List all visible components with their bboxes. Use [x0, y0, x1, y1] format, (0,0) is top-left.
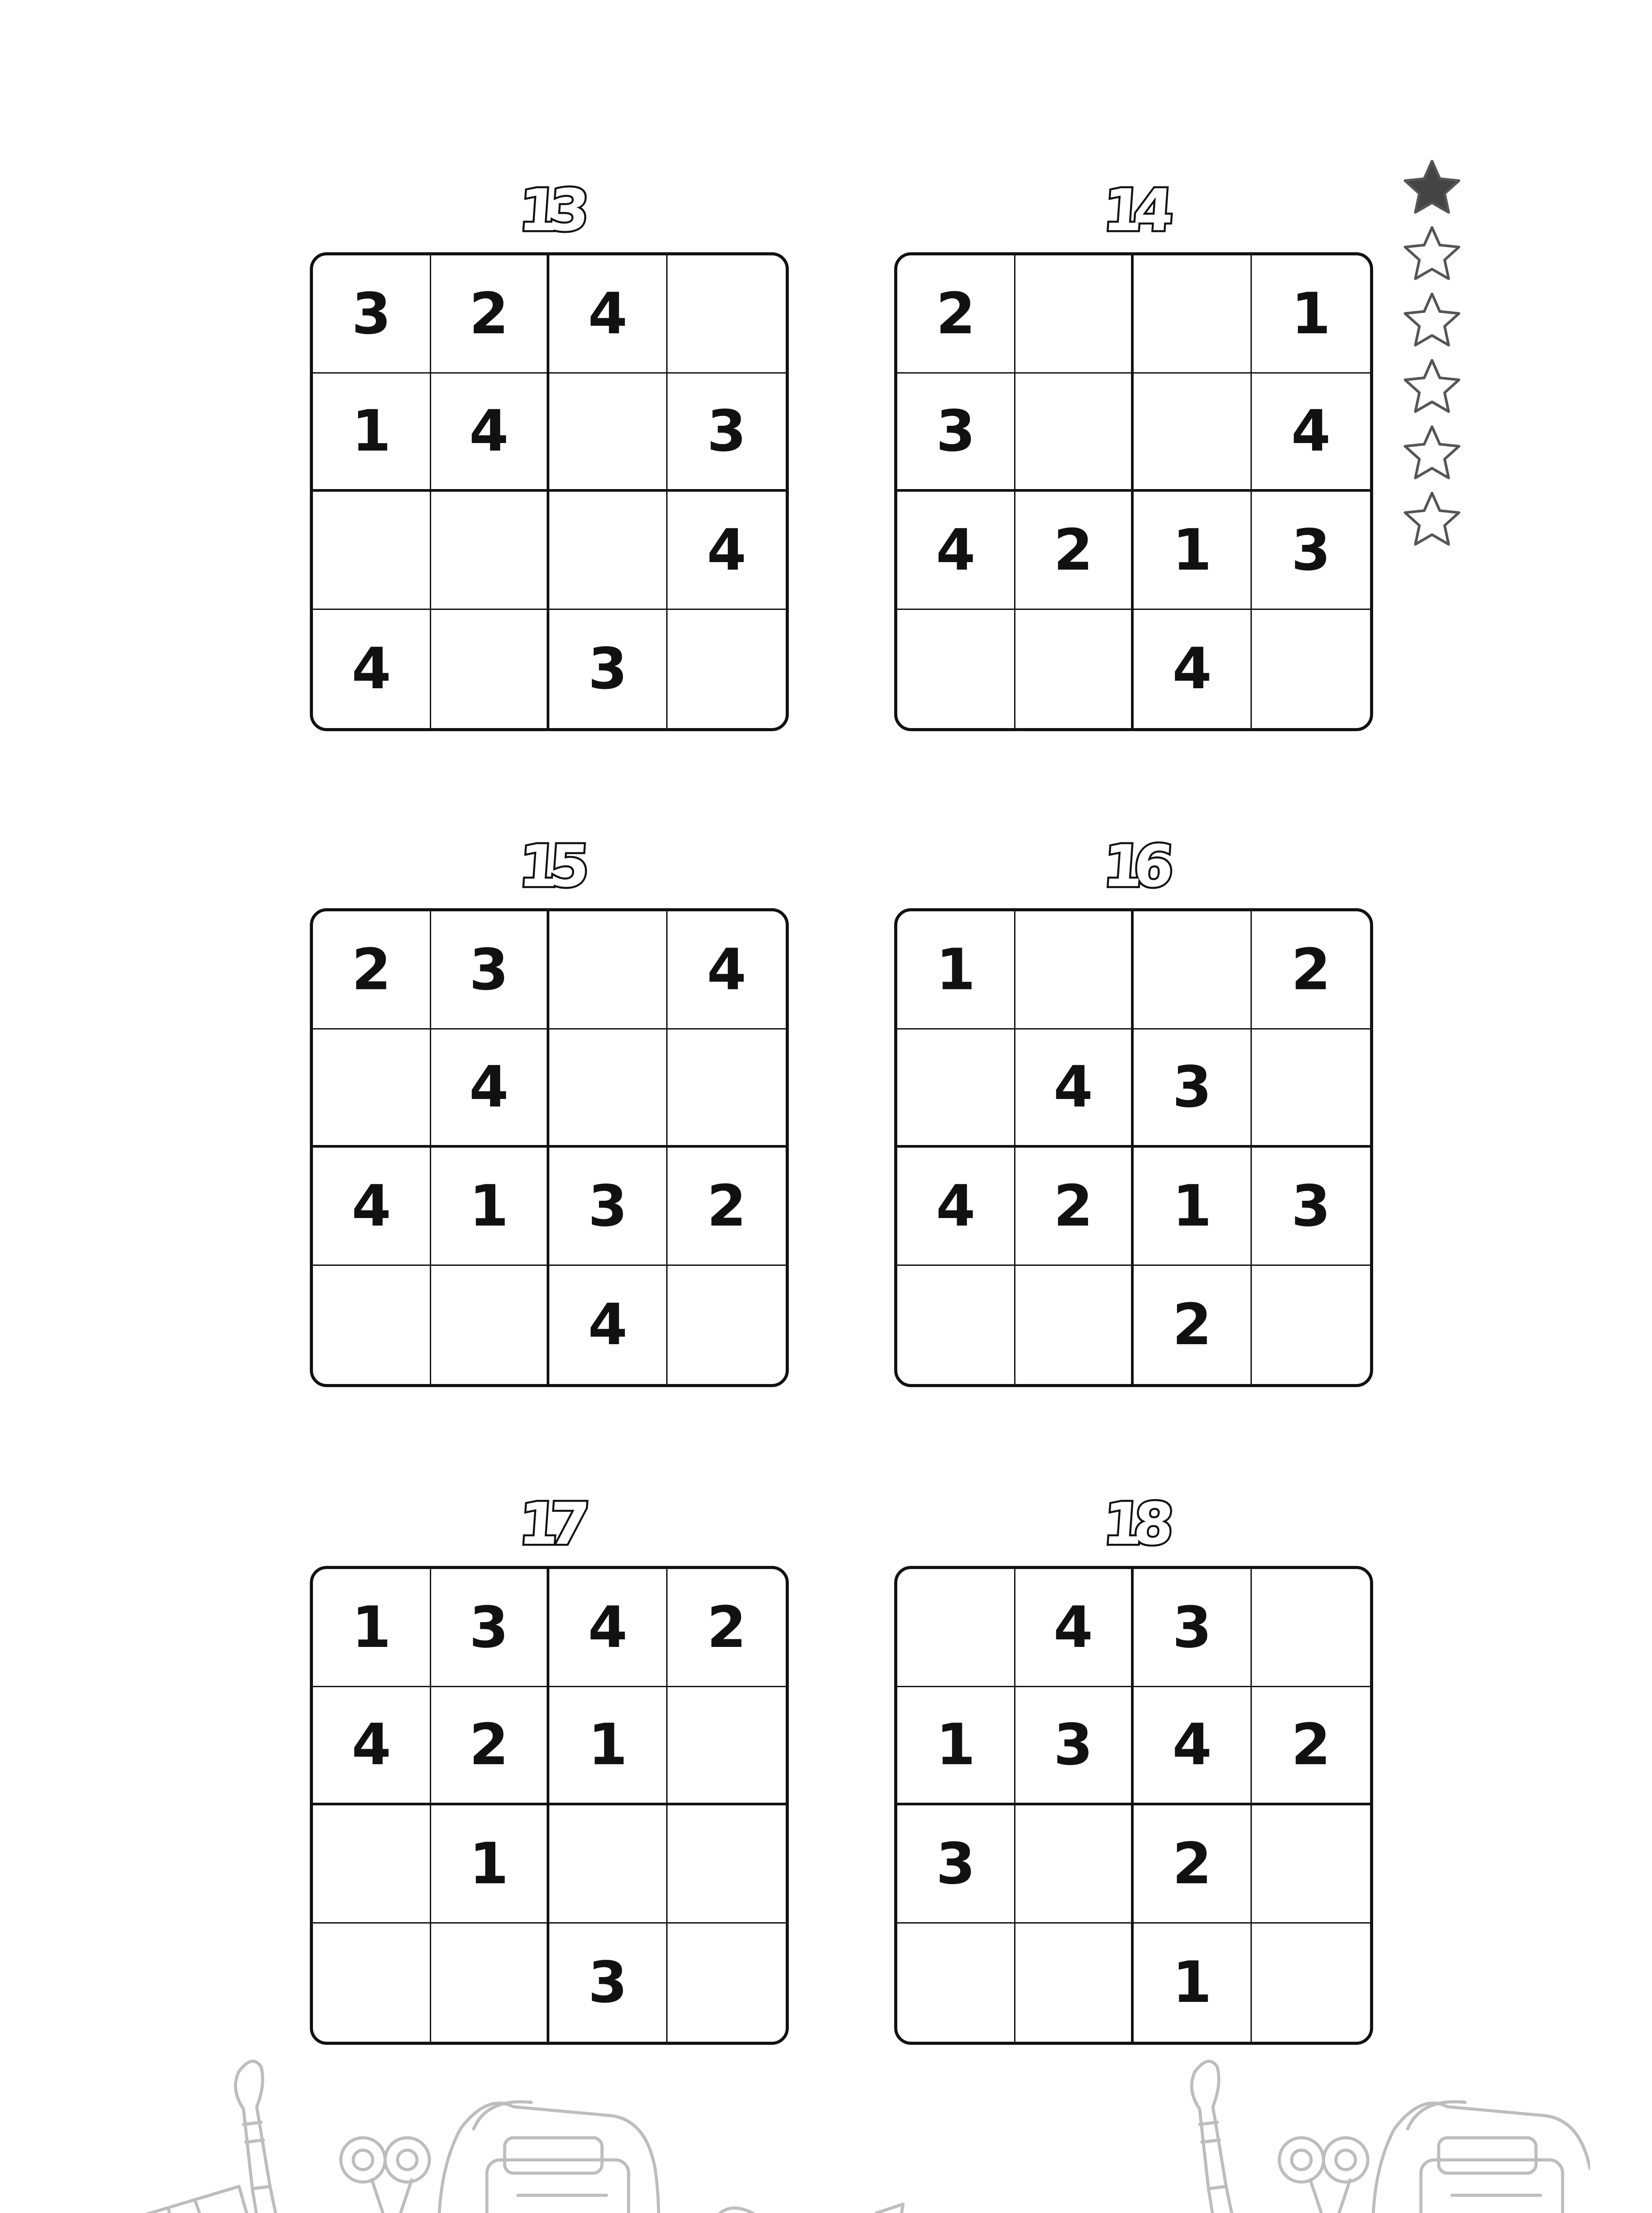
sudoku-cell[interactable]: 2 [1134, 1266, 1252, 1384]
sudoku-cell[interactable]: 4 [431, 374, 549, 492]
sudoku-cell[interactable] [1015, 255, 1134, 374]
sudoku-cell[interactable]: 3 [897, 1805, 1015, 1924]
sudoku-cell[interactable]: 3 [549, 610, 668, 728]
sudoku-cell[interactable]: 2 [897, 255, 1015, 374]
sudoku-cell[interactable]: 4 [313, 610, 431, 728]
sudoku-cell[interactable]: 2 [1015, 1148, 1134, 1266]
sudoku-cell[interactable]: 4 [313, 1148, 431, 1266]
sudoku-cell[interactable]: 1 [431, 1805, 549, 1924]
sudoku-cell[interactable] [897, 1569, 1015, 1687]
sudoku-cell[interactable]: 1 [1134, 1924, 1252, 2042]
sudoku-cell[interactable] [668, 1029, 786, 1148]
sudoku-cell[interactable]: 1 [1134, 1148, 1252, 1266]
sudoku-cell[interactable]: 1 [1134, 492, 1252, 610]
sudoku-cell[interactable] [549, 911, 668, 1029]
sudoku-cell[interactable]: 4 [549, 1569, 668, 1687]
sudoku-grid [894, 1566, 1373, 2045]
sudoku-cell[interactable] [549, 374, 668, 492]
sudoku-cell[interactable] [431, 1266, 549, 1384]
sudoku-cell[interactable]: 4 [668, 492, 786, 610]
pen-icon [797, 2204, 903, 2213]
difficulty-rating [1399, 155, 1465, 553]
sudoku-cell[interactable]: 4 [1015, 1569, 1134, 1687]
sudoku-cell[interactable]: 4 [1134, 610, 1252, 728]
sudoku-cell[interactable] [1134, 255, 1252, 374]
sudoku-grid [310, 252, 789, 731]
puzzle-number: 14 [1101, 177, 1166, 244]
sudoku-cell[interactable] [1252, 1569, 1370, 1687]
sudoku-cell[interactable] [431, 1924, 549, 2042]
puzzle-number: 15 [517, 833, 582, 900]
puzzle-number: 16 [1101, 833, 1166, 900]
sudoku-cell[interactable] [1134, 911, 1252, 1029]
school-supplies-decoration [62, 2054, 1590, 2213]
sudoku-cell[interactable]: 3 [549, 1924, 668, 2042]
sudoku-cell[interactable]: 1 [313, 374, 431, 492]
sudoku-cell[interactable]: 3 [431, 1569, 549, 1687]
sudoku-cell[interactable] [1252, 1029, 1370, 1148]
sudoku-grid [310, 1566, 789, 2045]
sudoku-grid [894, 908, 1373, 1387]
sudoku-cell[interactable] [313, 1805, 431, 1924]
sudoku-cell[interactable]: 3 [668, 374, 786, 492]
sudoku-cell[interactable] [431, 492, 549, 610]
sudoku-cell[interactable] [313, 1029, 431, 1148]
sudoku-cell[interactable] [1015, 1805, 1134, 1924]
sudoku-cell[interactable] [313, 1924, 431, 2042]
sudoku-cell[interactable] [897, 1266, 1015, 1384]
sudoku-cell[interactable]: 3 [1134, 1029, 1252, 1148]
sudoku-cell[interactable] [431, 610, 549, 728]
filled-star-icon [1399, 155, 1465, 221]
sudoku-cell[interactable] [313, 492, 431, 610]
sudoku-cell[interactable] [668, 1266, 786, 1384]
sudoku-cell[interactable]: 4 [1134, 1687, 1252, 1805]
empty-star-icon [1399, 487, 1465, 553]
sudoku-cell[interactable] [897, 1029, 1015, 1148]
sudoku-cell[interactable]: 3 [549, 1148, 668, 1266]
sudoku-cell[interactable] [668, 255, 786, 374]
sudoku-cell[interactable] [668, 610, 786, 728]
sudoku-cell[interactable]: 3 [313, 255, 431, 374]
sudoku-cell[interactable] [1015, 1924, 1134, 2042]
sudoku-cell[interactable] [1015, 374, 1134, 492]
sudoku-cell[interactable] [549, 492, 668, 610]
empty-star-icon [1399, 288, 1465, 354]
sudoku-cell[interactable]: 3 [431, 911, 549, 1029]
sudoku-cell[interactable] [897, 1924, 1015, 2042]
sudoku-cell[interactable]: 2 [431, 255, 549, 374]
sudoku-cell[interactable]: 4 [549, 1266, 668, 1384]
sudoku-cell[interactable]: 4 [431, 1029, 549, 1148]
sudoku-cell[interactable]: 4 [1252, 374, 1370, 492]
sudoku-cell[interactable] [549, 1805, 668, 1924]
sudoku-cell[interactable]: 1 [313, 1569, 431, 1687]
sudoku-cell[interactable]: 2 [1015, 492, 1134, 610]
empty-star-icon [1399, 221, 1465, 288]
sudoku-cell[interactable]: 3 [1015, 1687, 1134, 1805]
sudoku-cell[interactable]: 3 [1252, 492, 1370, 610]
sudoku-cell[interactable]: 2 [431, 1687, 549, 1805]
sudoku-cell[interactable]: 2 [1252, 1687, 1370, 1805]
sudoku-cell[interactable] [1134, 374, 1252, 492]
sudoku-cell[interactable]: 4 [897, 492, 1015, 610]
sudoku-cell[interactable] [668, 1805, 786, 1924]
sudoku-cell[interactable]: 2 [1252, 911, 1370, 1029]
empty-star-icon [1399, 420, 1465, 487]
sudoku-cell[interactable]: 2 [668, 1148, 786, 1266]
stapler-icon [682, 2208, 814, 2213]
sudoku-cell[interactable] [313, 1266, 431, 1384]
sudoku-cell[interactable] [897, 610, 1015, 728]
sudoku-cell[interactable]: 1 [1252, 255, 1370, 374]
backpack-icon [1373, 2102, 1590, 2213]
sudoku-cell[interactable]: 4 [313, 1687, 431, 1805]
sudoku-cell[interactable] [1252, 1924, 1370, 2042]
sudoku-cell[interactable] [1015, 911, 1134, 1029]
puzzle-number: 13 [517, 177, 582, 244]
sudoku-cell[interactable] [668, 1924, 786, 2042]
sudoku-cell[interactable] [1015, 1266, 1134, 1384]
sudoku-grid [894, 252, 1373, 731]
sudoku-grid [310, 908, 789, 1387]
paintbrush-icon [1192, 2061, 1248, 2213]
sudoku-cell[interactable]: 4 [549, 255, 668, 374]
sudoku-cell[interactable]: 1 [897, 911, 1015, 1029]
backpack-icon [439, 2102, 659, 2213]
sudoku-cell[interactable] [1015, 610, 1134, 728]
sudoku-cell[interactable]: 4 [668, 911, 786, 1029]
sudoku-cell[interactable] [1252, 1805, 1370, 1924]
sudoku-cell[interactable]: 4 [897, 1148, 1015, 1266]
sudoku-cell[interactable] [1252, 610, 1370, 728]
sudoku-cell[interactable]: 3 [897, 374, 1015, 492]
sudoku-cell[interactable]: 3 [1252, 1148, 1370, 1266]
paintbrush-icon [235, 2061, 292, 2213]
sudoku-cell[interactable]: 2 [1134, 1805, 1252, 1924]
sudoku-cell[interactable]: 3 [1134, 1569, 1252, 1687]
scissors-icon [1279, 2138, 1368, 2213]
scissors-icon [341, 2138, 429, 2213]
sudoku-cell[interactable] [668, 1687, 786, 1805]
sudoku-cell[interactable]: 1 [431, 1148, 549, 1266]
sudoku-cell[interactable]: 1 [897, 1687, 1015, 1805]
sudoku-cell[interactable]: 4 [1015, 1029, 1134, 1148]
sudoku-cell[interactable] [1252, 1266, 1370, 1384]
ruler-icon [62, 2186, 248, 2213]
sudoku-cell[interactable]: 2 [668, 1569, 786, 1687]
puzzle-number: 17 [517, 1490, 582, 1558]
sudoku-cell[interactable]: 2 [313, 911, 431, 1029]
empty-star-icon [1399, 354, 1465, 420]
sudoku-cell[interactable]: 1 [549, 1687, 668, 1805]
sudoku-cell[interactable] [549, 1029, 668, 1148]
puzzle-number: 18 [1101, 1490, 1166, 1558]
